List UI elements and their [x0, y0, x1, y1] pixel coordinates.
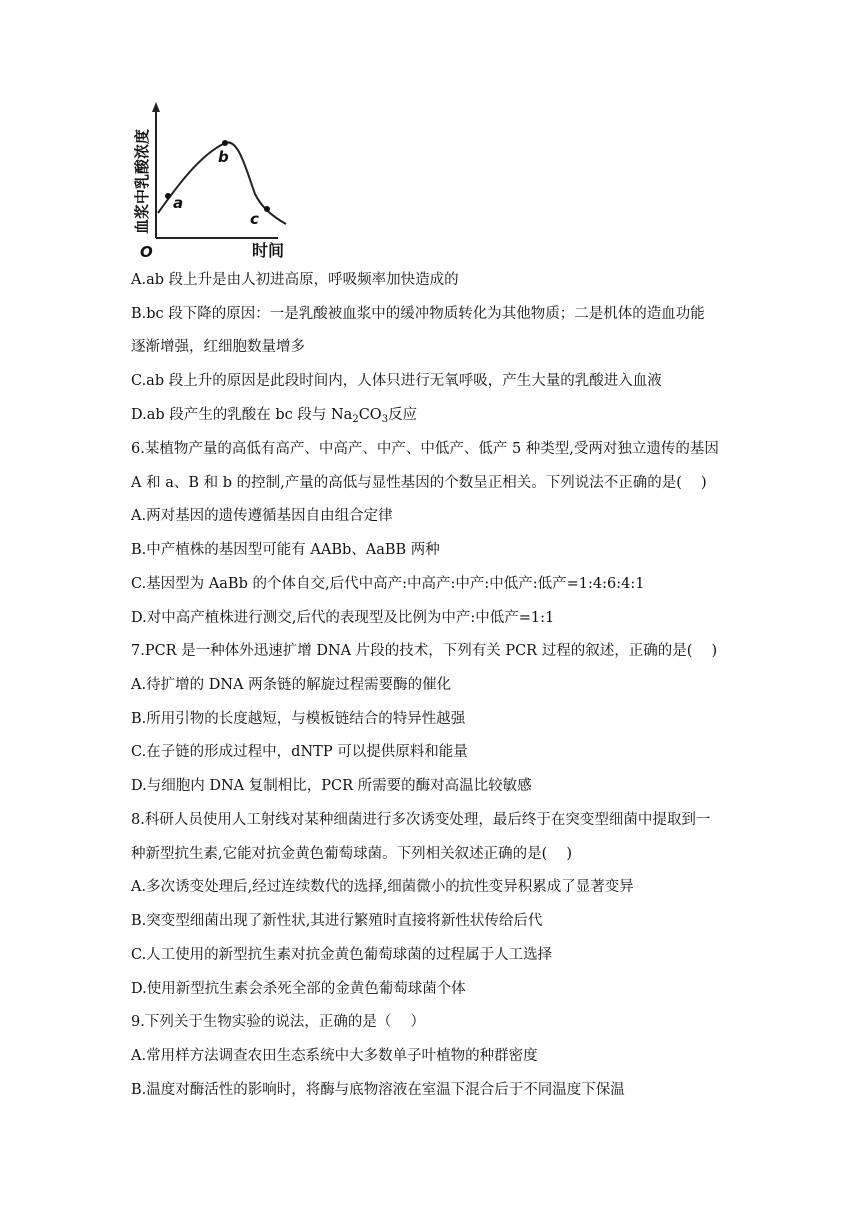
q6-option-b: B.中产植株的基因型可能有 AABb、AaBB 两种 [131, 542, 440, 558]
q6-option-a: A.两对基因的遗传遵循基因自由组合定律 [131, 508, 393, 524]
q9-option-b: B.温度对酶活性的影响时，将酶与底物溶液在室温下混合后于不同温度下保温 [131, 1082, 625, 1098]
y-axis-label: 血浆中乳酸浓度 [133, 128, 151, 234]
q5-option-a: A.ab 段上升是由人初进高原，呼吸频率加快造成的 [131, 272, 459, 288]
q5-option-d-end: 反应 [388, 407, 418, 423]
q8-option-a: A.多次诱变处理后,经过连续数代的选择,细菌微小的抗性变异积累成了显著变异 [131, 879, 634, 895]
q5-option-d-sub1: 2 [352, 414, 359, 425]
point-c-label: c [250, 210, 259, 228]
q7-option-c: C.在子链的形成过程中，dNTP 可以提供原料和能量 [131, 744, 468, 760]
q5-option-d-sub2: 3 [381, 414, 389, 425]
lactic-acid-figure [128, 100, 306, 260]
q8-stem-line1: 8.科研人员使用人工射线对某种细菌进行多次诱变处理，最后终于在突变型细菌中提取到一 [131, 812, 711, 828]
point-b-dot [222, 140, 228, 146]
q7-option-b: B.所用引物的长度越短，与模板链结合的特异性越强 [131, 711, 466, 727]
q6-stem-line1: 6.某植物产量的高低有高产、中高产、中产、中低产、低产 5 种类型,受两对独立遗传的基因 [131, 441, 719, 457]
q5-option-d-text: D.ab 段产生的乳酸在 bc 段与 Na [131, 407, 353, 423]
q5-option-b-line2: 逐渐增强，红细胞数量增多 [131, 339, 305, 355]
q5-option-d [131, 405, 417, 425]
q6-option-c: C.基因型为 AaBb 的个体自交,后代中高产:中高产:中产:中低产:低产=1:4:6:4:1 [131, 576, 645, 592]
q5-option-b-line1: B.bc 段下降的原因：一是乳酸被血浆中的缓冲物质转化为其他物质；二是机体的造血功能 [131, 306, 705, 322]
q7-option-a: A.待扩增的 DNA 两条链的解旋过程需要酶的催化 [131, 677, 452, 693]
point-c-dot [264, 206, 270, 212]
origin-label: O [140, 243, 153, 260]
q5-option-d-formula: CO [358, 407, 382, 423]
y-axis-arrow [152, 102, 160, 112]
q9-stem: 9.下列关于生物实验的说法，正确的是（ ） [131, 1014, 425, 1030]
point-b-label: b [218, 148, 229, 166]
q8-option-b: B.突变型细菌出现了新性状,其进行繁殖时直接将新性状传给后代 [131, 913, 543, 929]
q8-stem-line2: 种新型抗生素,它能对抗金黄色葡萄球菌。下列相关叙述正确的是( ) [131, 846, 573, 862]
q6-option-d: D.对中高产植株进行测交,后代的表现型及比例为中产:中低产=1:1 [131, 610, 555, 626]
point-a-label: a [173, 194, 184, 212]
q7-stem: 7.PCR 是一种体外迅速扩增 DNA 片段的技术，下列有关 PCR 过程的叙述，正确的是( ) [131, 643, 718, 659]
q9-option-a: A.常用样方法调查农田生态系统中大多数单子叶植物的种群密度 [131, 1048, 538, 1064]
q5-option-c: C.ab 段上升的原因是此段时间内，人体只进行无氧呼吸，产生大量的乳酸进入血液 [131, 373, 662, 389]
q8-option-d: D.使用新型抗生素会杀死全部的金黄色葡萄球菌个体 [131, 981, 466, 997]
x-axis-label: 时间 [252, 241, 285, 260]
point-a-dot [165, 193, 171, 199]
q8-option-c: C.人工使用的新型抗生素对抗金黄色葡萄球菌的过程属于人工选择 [131, 947, 553, 963]
q7-option-d: D.与细胞内 DNA 复制相比，PCR 所需要的酶对高温比较敏感 [131, 778, 532, 794]
q6-stem-line2: A 和 a、B 和 b 的控制,产量的高低与显性基因的个数呈正相关。下列说法不正确的是( ) [131, 475, 707, 491]
